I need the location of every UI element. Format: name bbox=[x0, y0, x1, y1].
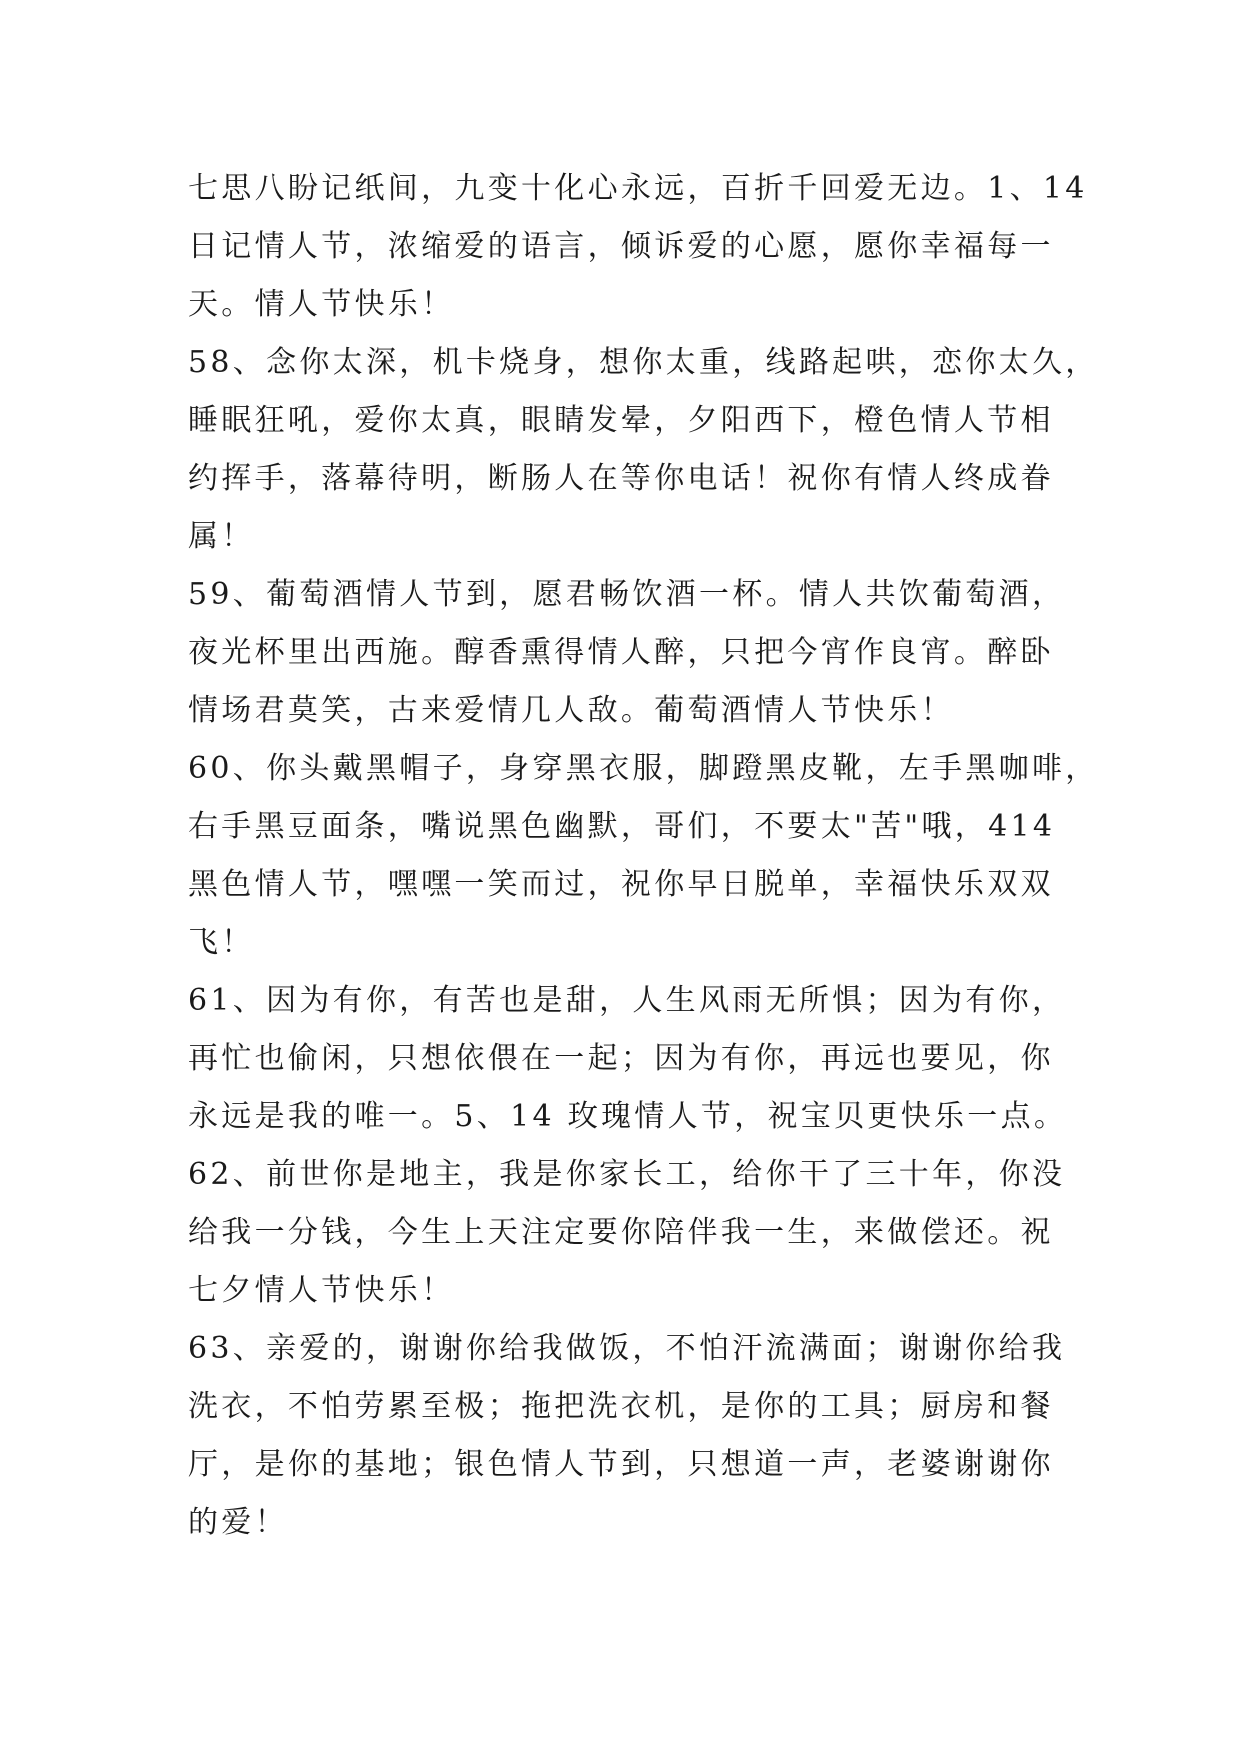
text-line: 属！ bbox=[188, 519, 255, 554]
text-line: 约挥手，落幕待明，断肠人在等你电话！祝你有情人终成眷 bbox=[188, 461, 1054, 496]
text-line: 58、念你太深，机卡烧身，想你太重，线路起哄，恋你太久， bbox=[188, 345, 1099, 380]
text-line: 永远是我的唯一。5、14 玫瑰情人节，祝宝贝更快乐一点。 bbox=[188, 1099, 1068, 1134]
text-line: 洗衣，不怕劳累至极；拖把洗衣机，是你的工具；厨房和餐 bbox=[188, 1389, 1054, 1424]
text-line: 黑色情人节，嘿嘿一笑而过，祝你早日脱单，幸福快乐双双 bbox=[188, 867, 1054, 902]
text-line: 情场君莫笑，古来爱情几人敌。葡萄酒情人节快乐！ bbox=[188, 693, 954, 728]
text-line: 右手黑豆面条，嘴说黑色幽默，哥们，不要太"苦"哦，414 bbox=[188, 809, 1056, 844]
text-line: 日记情人节，浓缩爱的语言，倾诉爱的心愿，愿你幸福每一 bbox=[188, 229, 1054, 264]
text-line: 61、因为有你，有苦也是甜，人生风雨无所惧；因为有你， bbox=[188, 983, 1066, 1018]
text-line: 飞！ bbox=[188, 925, 255, 960]
text-line: 夜光杯里出西施。醇香熏得情人醉，只把今宵作良宵。醉卧 bbox=[188, 635, 1054, 670]
text-line: 天。情人节快乐！ bbox=[188, 287, 455, 322]
text-line: 60、你头戴黑帽子，身穿黑衣服，脚蹬黑皮靴，左手黑咖啡， bbox=[188, 751, 1099, 786]
text-line: 63、亲爱的，谢谢你给我做饭，不怕汗流满面；谢谢你给我 bbox=[188, 1331, 1066, 1366]
document-body bbox=[188, 160, 1099, 1552]
text-line: 62、前世你是地主，我是你家长工，给你干了三十年，你没 bbox=[188, 1157, 1066, 1192]
text-line: 的爱！ bbox=[188, 1505, 288, 1540]
text-line: 厅，是你的基地；银色情人节到，只想道一声，老婆谢谢你 bbox=[188, 1447, 1054, 1482]
text-line: 给我一分钱，今生上天注定要你陪伴我一生，来做偿还。祝 bbox=[188, 1215, 1054, 1250]
text-line: 七思八盼记纸间，九变十化心永远，百折千回爱无边。1、14 bbox=[188, 171, 1088, 206]
text-line: 再忙也偷闲，只想依偎在一起；因为有你，再远也要见，你 bbox=[188, 1041, 1054, 1076]
text-line: 睡眠狂吼，爱你太真，眼睛发晕，夕阳西下，橙色情人节相 bbox=[188, 403, 1054, 438]
text-line: 59、葡萄酒情人节到，愿君畅饮酒一杯。情人共饮葡萄酒， bbox=[188, 577, 1066, 612]
text-line: 七夕情人节快乐！ bbox=[188, 1273, 455, 1308]
